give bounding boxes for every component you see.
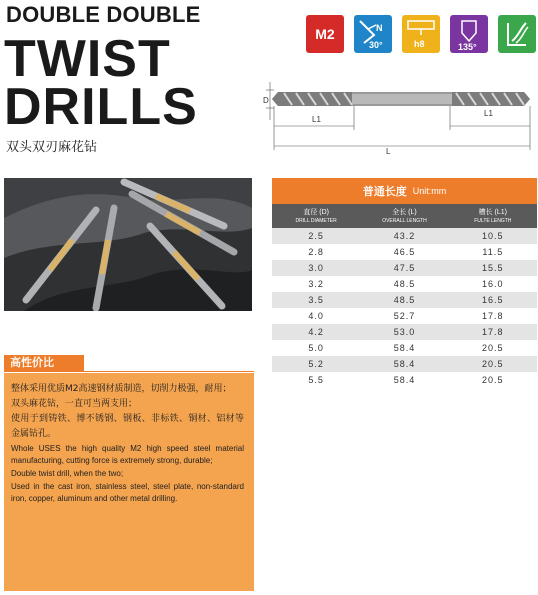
flute-badge [498, 15, 536, 53]
col-flute-length-cn: 槽长 (L1) [478, 209, 508, 216]
title-double-double: DOUBLE DOUBLE [6, 2, 201, 27]
table-row [272, 308, 537, 324]
col-flute-length [449, 204, 537, 228]
size-table-unit: Unit:mm [412, 186, 447, 196]
tip-angle-badge [450, 15, 488, 53]
col-drill-diameter-cn: 直径 (D) [303, 209, 329, 216]
cell-flute-length: 20.5 [482, 375, 504, 385]
cell-diameter: 2.5 [308, 231, 324, 241]
size-table-columns [272, 204, 537, 228]
m2-label: M2 [315, 26, 335, 42]
tolerance-badge [402, 15, 440, 53]
table-row [272, 340, 537, 356]
cell-flute-length: 20.5 [482, 343, 504, 353]
l1-left-label: L1 [312, 115, 321, 124]
drill-dimension-diagram [262, 78, 534, 156]
cell-overall-length: 48.5 [393, 295, 416, 305]
feature-cn-2: 双头麻花钻，一直可当两支用； [11, 399, 138, 409]
title-twist: TWIST [4, 30, 171, 88]
features-box [4, 373, 254, 591]
features-divider [4, 371, 254, 372]
feature-en-1: Whole USES the high quality M2 high speed steel material manufacturing, cutting force is extremely strong, durable; [11, 444, 244, 465]
cell-flute-length: 15.5 [482, 263, 504, 273]
col-overall-length [360, 204, 448, 228]
cell-overall-length: 53.0 [393, 327, 416, 337]
cell-flute-length: 16.0 [482, 279, 504, 289]
l1-right-label: L1 [484, 109, 493, 118]
col-overall-length-en: OVERALL LENGTH [382, 218, 427, 224]
table-row [272, 356, 537, 372]
n-tag: N [376, 23, 383, 33]
cell-flute-length: 17.8 [482, 327, 504, 337]
h8-label: h8 [414, 39, 425, 49]
col-flute-length-en: FULTE LENGTH [474, 218, 512, 224]
cell-overall-length: 52.7 [393, 311, 416, 321]
feature-en-2: Double twist drill, when the two; [11, 469, 124, 478]
feature-en-3: Used in the cast iron, stainless steel, steel plate, non-standard iron, copper, aluminum and other metal drilling. [11, 482, 244, 503]
size-table-header [272, 178, 537, 204]
feature-cn-1: 整体采用优质M2高速钢材质制造，切削力极强，耐用； [11, 384, 232, 394]
cell-overall-length: 46.5 [393, 247, 416, 257]
size-table-body [272, 228, 537, 388]
cell-diameter: 3.2 [308, 279, 324, 289]
cell-flute-length: 11.5 [482, 247, 504, 257]
features-label: 高性价比 [4, 355, 84, 372]
m2-material-badge [306, 15, 344, 53]
table-row [272, 244, 537, 260]
cell-diameter: 5.5 [308, 375, 324, 385]
cell-diameter: 2.8 [308, 247, 324, 257]
table-row [272, 372, 537, 388]
cell-overall-length: 43.2 [393, 231, 416, 241]
cell-overall-length: 58.4 [393, 375, 416, 385]
cell-flute-length: 16.5 [482, 295, 504, 305]
cell-overall-length: 58.4 [393, 343, 416, 353]
cell-diameter: 4.0 [308, 311, 324, 321]
cell-diameter: 4.2 [308, 327, 324, 337]
title-drills: DRILLS [4, 78, 198, 136]
cell-diameter: 3.0 [308, 263, 324, 273]
product-photo [4, 178, 252, 311]
angle-value: 30° [369, 40, 383, 50]
cell-overall-length: 48.5 [393, 279, 416, 289]
cell-overall-length: 47.5 [393, 263, 416, 273]
cell-diameter: 3.5 [308, 295, 324, 305]
feature-badges [306, 15, 536, 53]
point-angle-badge [354, 15, 392, 53]
cell-diameter: 5.2 [308, 359, 324, 369]
table-row [272, 276, 537, 292]
cell-flute-length: 10.5 [482, 231, 504, 241]
d-dimension-label: D [263, 96, 269, 105]
chinese-subtitle: 双头双刃麻花钻 [6, 140, 98, 155]
col-drill-diameter-en: DRILL DIAMETER [295, 218, 337, 224]
cell-overall-length: 58.4 [393, 359, 416, 369]
cell-diameter: 5.0 [308, 343, 324, 353]
table-row [272, 228, 537, 244]
cell-flute-length: 20.5 [482, 359, 504, 369]
col-overall-length-cn: 全长 (L) [392, 209, 417, 216]
table-row [272, 324, 537, 340]
size-table-title: 普通长度 [362, 186, 407, 198]
col-drill-diameter [272, 204, 360, 228]
l-dimension-label: L [386, 147, 391, 156]
tip-angle-label: 135° [458, 42, 477, 52]
flute-icon [498, 15, 536, 53]
cell-flute-length: 17.8 [482, 311, 504, 321]
table-row [272, 260, 537, 276]
table-row [272, 292, 537, 308]
feature-cn-3: 使用于到铸铁、博不锈钢、钢板、非标铁、铜材、铝材等金属钻孔。 [11, 414, 244, 439]
